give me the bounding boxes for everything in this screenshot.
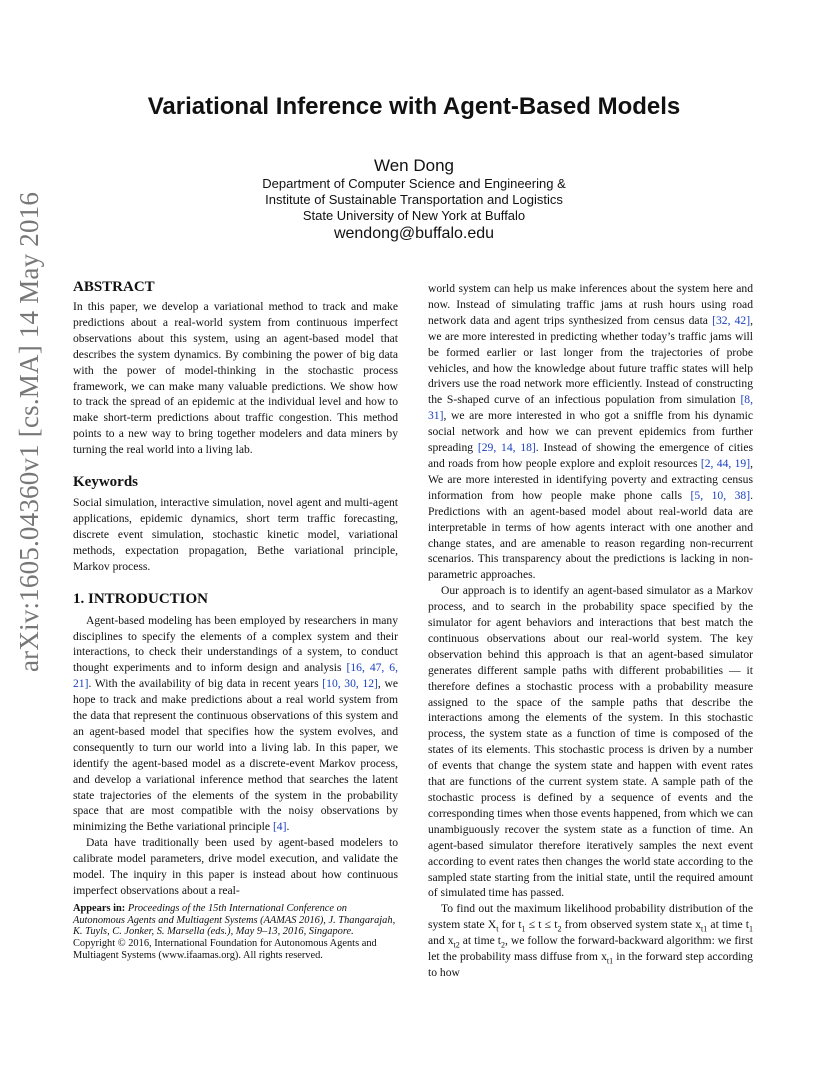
- subscript: t2: [453, 940, 460, 950]
- copyright-notice: Copyright © 2016, International Foundation for Autonomous Agents and Multiagent Systems (www.ifaamas.org). All rights reserved.: [73, 938, 377, 961]
- text-run: , we hope to track and make predictions about a real world system from the data that represent the continuous observations of this system and an agent-based model that specifies how the system evolves, and consequently to turn our world into a living lab. In this paper, we identify the agent-based model as a discrete-event Markov process, and develop a variational inference method that searches the latent state trajectories of the elements of the system in the probability space that are most compatible with the noisy observations by minimizing the Bethe variational principle: [73, 677, 398, 834]
- left-column: [73, 278, 398, 899]
- citation-link[interactable]: [2, 44, 19]: [700, 456, 751, 470]
- appears-label: Appears in:: [73, 903, 126, 914]
- subscript: 1: [749, 924, 753, 934]
- intro-paragraph-1: [73, 613, 398, 836]
- text-run: , we follow the forward-backward algorithm: we first let the probability mass diffuse from x: [428, 934, 753, 964]
- subscript: 2: [557, 924, 562, 934]
- citation-link[interactable]: [10, 30, 12]: [322, 677, 378, 691]
- paper-title: Variational Inference with Agent-Based Models: [147, 93, 681, 120]
- subscript: 2: [501, 940, 505, 950]
- text-run: , We are more interested in identifying poverty and extracting census information from how people make phone calls: [428, 456, 753, 502]
- citation-link[interactable]: [8, 31]: [428, 393, 753, 423]
- citation-link[interactable]: [32, 42]: [712, 313, 751, 327]
- text-run: for t: [498, 918, 522, 932]
- subscript: t: [496, 924, 499, 934]
- text-run: ≤ t ≤ t: [525, 918, 558, 932]
- text-run: Agent-based modeling has been employed by researchers in many disciplines to specify the elements of a complex system and their interactions, to check their understandings of a system, to conduct thought experiments and to inform design and analysis: [73, 613, 398, 675]
- citation-link[interactable]: [4]: [272, 820, 287, 834]
- text-run: To find out the maximum likelihood probability distribution of the system state X: [428, 902, 753, 932]
- keywords-heading: Keywords: [73, 474, 138, 491]
- text-run: at time t: [707, 918, 749, 932]
- text-run: , we are more interested in predicting whether today’s traffic jams will be formed earlier or last longer from the trajectories of probe vehicles, and how the knowledge about future traffic states will help drivers use the road network more efficiently. Instead of constructing the S-shaped curve of an infectious population from simulation: [428, 313, 753, 407]
- text-run: . Instead of showing the emergence of cities and roads from how people explore and exploit resources: [428, 441, 753, 470]
- citation-link[interactable]: [5, 10, 38]: [690, 488, 751, 502]
- right-paragraph-2: Our approach is to identify an agent-based simulator as a Markov process, and to search in the probability space specified by the simulator for agent behaviors and interactions that best match the continuous observations about our real-world system. The key observation behind this approach is that an agent-based simulator generates different sample paths with different probabilities — it therefore defines a stochastic process with a probability measure assigned to the space of the sample paths that describe the interactions among the elements of the system. In this stochastic process, the system state as a function of time is composed of the states of its elements. This stochastic process is driven by a number of events that change the system state and happen with event rates that are functions of the current system state. A sample path of the stochastic process is defined by a sequence of events and the corresponding times when those events happened, from which we can unambiguously recover the system state as a function of time. An agent-based simulator therefore iteratively samples the next event according to event rates then changes the world state according to the sampled state starting from the initial state, until the required amount of simulated time has passed.: [428, 584, 753, 900]
- text-run: world system can help us make inferences about the system here and now. Instead of simulating traffic jams at rush hours using road network data and agent trips synthesized from census data: [428, 282, 753, 327]
- text-run: from observed system state x: [561, 918, 702, 932]
- subscript: t1: [701, 924, 708, 934]
- abstract-text: In this paper, we develop a variational method to track and make predictions about a real-world system from continuous imperfect observations about this system, using an agent-based model that describes the system dynamics. By combining the power of big data with the power of model-thinking in the stochastic process framework, we can make many valuable predictions. We show how to track the spread of an epidemic at the individual level and how to make short-term predictions about traffic congestion. This method points to a new way to bring together modelers and data miners by turning the real world into a living lab.: [73, 300, 398, 457]
- right-column: [428, 281, 753, 981]
- subscript: 1: [521, 924, 526, 934]
- text-run: .: [286, 820, 290, 834]
- text-run: . With the availability of big data in recent years: [88, 677, 323, 691]
- text-run: at time t: [459, 934, 501, 948]
- keywords-text: Social simulation, interactive simulation, novel agent and multi-agent applications, epidemic dynamics, short term traffic forecasting, discrete event simulation, stochastic kinetic model, variational methods, expectation propagation, Bethe variational principle, Markov process.: [73, 496, 398, 573]
- author-affiliation-1: Department of Computer Science and Engineering &: [262, 176, 566, 191]
- citation-link[interactable]: [29, 14, 18]: [477, 441, 536, 455]
- citation-link[interactable]: [16, 47, 6, 21]: [73, 661, 398, 691]
- author-email: wendong@buffalo.edu: [333, 225, 495, 242]
- arxiv-stamp: arXiv:1605.04360v1 [cs.MA] 14 May 2016: [14, 191, 44, 672]
- appears-in-footnote: [73, 903, 398, 962]
- text-run: and x: [428, 934, 454, 948]
- author-affiliation-2: Institute of Sustainable Transportation and Logistics: [265, 192, 563, 207]
- author-name: Wen Dong: [373, 156, 454, 175]
- abstract-heading: ABSTRACT: [73, 279, 155, 295]
- text-run: . Predictions with an agent-based model about real-world data are interpretable in terms of how agents interact with one another and change states, and are amenable to reason regarding non-recurrent scenarios. This transparency about the predictions is lacking in non-parametric approaches.: [428, 488, 753, 582]
- introduction-heading: 1. INTRODUCTION: [73, 590, 209, 607]
- subscript: t1: [606, 956, 614, 966]
- text-run: , we are more interested in who got a sniffle from his dynamic social network and how we can prevent epidemics from further spreading: [428, 409, 753, 455]
- intro-paragraph-2: Data have traditionally been used by agent-based modelers to calibrate model parameters, drive model execution, and validate the model. The inquiry in this paper is instead about how continuous imperfect observations about a real-: [73, 836, 398, 897]
- author-block: [0, 155, 828, 244]
- text-run: in the forward step according to how: [428, 950, 753, 979]
- right-paragraph-3: [428, 901, 753, 981]
- right-paragraph-1: [428, 281, 753, 583]
- appears-proceedings: Proceedings of the 15th International Conference on Autonomous Agents and Multiagent Systems (AAMAS 2016), J. Thangarajah, K. Tuyls, C. Jonker, S. Marsella (eds.), May 9–13, 2016, Singapore.: [73, 903, 396, 938]
- author-affiliation-3: State University of New York at Buffalo: [302, 208, 526, 223]
